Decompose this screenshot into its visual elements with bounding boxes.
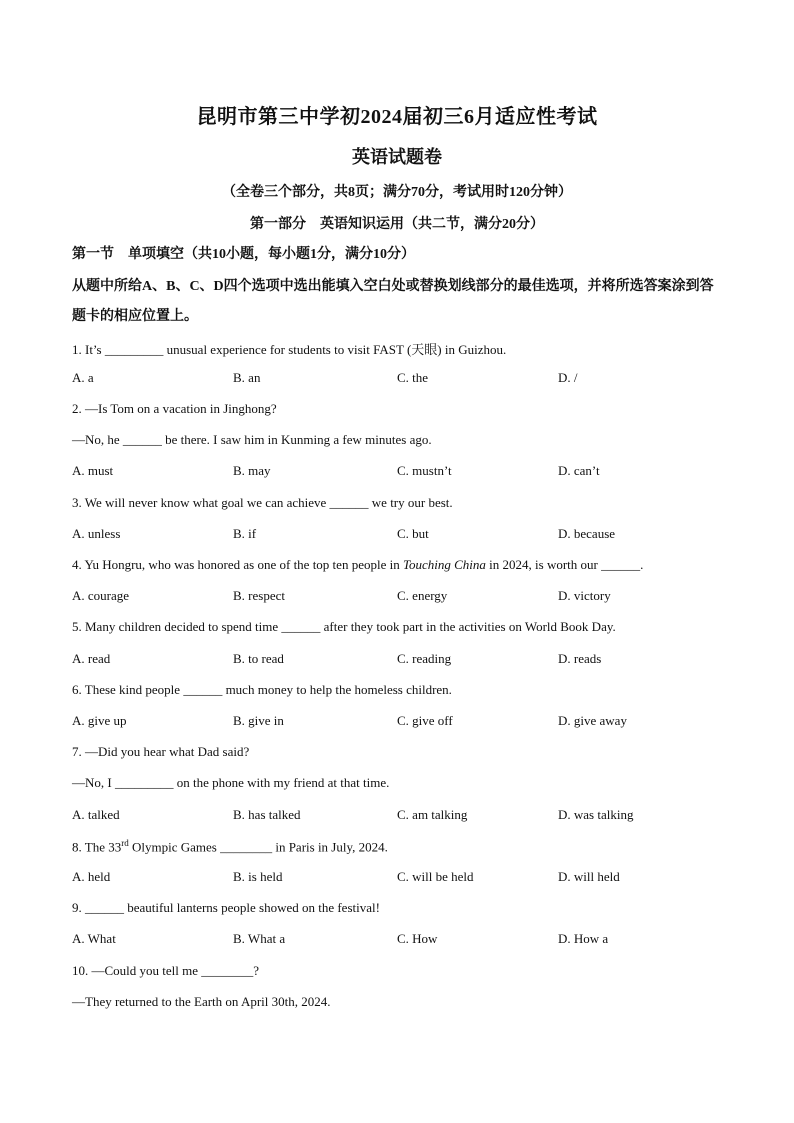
option-b: B. if — [233, 526, 257, 541]
option-b: B. has talked — [233, 807, 301, 822]
option-d: D. because — [558, 526, 616, 541]
option-d: D. How a — [558, 931, 609, 946]
option-c: C. will be held — [397, 869, 474, 884]
stem-text: 8. The 33 — [72, 839, 122, 855]
option-c: C. energy — [397, 588, 448, 603]
question-stem: 7. —Did you hear what Dad said? — [72, 744, 250, 759]
option-row — [72, 463, 732, 483]
exam-subtitle: 英语试题卷 — [352, 147, 442, 167]
option-a: A. a — [72, 370, 94, 385]
option-c: C. mustn’t — [397, 463, 452, 478]
option-b: B. an — [233, 370, 261, 385]
part-heading: 第一部分 英语知识运用（共二节，满分20分） — [250, 217, 544, 232]
option-a: A. must — [72, 463, 114, 478]
option-b: B. respect — [233, 588, 285, 603]
question-stem: 5. Many children decided to spend time ______ after they took part in the activities on World Book Day. — [72, 619, 616, 634]
option-b: B. give in — [233, 713, 284, 728]
option-row — [72, 713, 732, 733]
instruction-text: 从题中所给A、B、C、D四个选项中选出能填入空白处或替换划线部分的最佳选项，并将所选答案涂到答题卡的相应位置上。 — [72, 279, 714, 324]
exam-note: （全卷三个部分，共8页；满分70分，考试用时120分钟） — [222, 185, 572, 200]
question-stem: 3. We will never know what goal we can achieve ______ we try our best. — [72, 495, 453, 510]
option-d: D. can’t — [558, 463, 600, 478]
exam-title: 昆明市第三中学初2024届初三6月适应性考试 — [196, 106, 598, 128]
option-d: D. was talking — [558, 807, 634, 822]
option-d: D. will held — [558, 869, 620, 884]
option-row — [72, 526, 732, 546]
option-c: C. but — [397, 526, 429, 541]
option-a: A. read — [72, 651, 111, 666]
option-d: D. / — [558, 370, 578, 385]
ordinal-suffix: rd — [121, 838, 129, 848]
option-a: A. held — [72, 869, 111, 884]
option-c: C. am talking — [397, 807, 468, 822]
option-b: B. What a — [233, 931, 286, 946]
option-c: C. give off — [397, 713, 453, 728]
question-stem: 10. —Could you tell me ________? — [72, 963, 260, 978]
option-d: D. give away — [558, 713, 627, 728]
option-row — [72, 931, 732, 951]
option-a: A. What — [72, 931, 116, 946]
option-a: A. courage — [72, 588, 130, 603]
question-reply: —They returned to the Earth on April 30th, 2024. — [72, 994, 331, 1009]
option-d: D. victory — [558, 588, 611, 603]
question-stem — [72, 838, 388, 855]
question-reply: —No, I _________ on the phone with my friend at that time. — [72, 775, 390, 790]
option-a: A. give up — [72, 713, 127, 728]
option-c: C. How — [397, 931, 438, 946]
option-b: B. may — [233, 463, 271, 478]
question-stem: 2. —Is Tom on a vacation in Jinghong? — [72, 401, 277, 416]
question-stem — [72, 557, 643, 573]
option-row — [72, 869, 732, 889]
stem-text: 4. Yu Hongru, who was honored as one of the top ten people in — [72, 557, 403, 572]
option-c: C. the — [397, 370, 429, 385]
stem-text: Olympic Games ________ in Paris in July, 2024. — [128, 839, 388, 855]
option-row — [72, 807, 732, 827]
stem-italic-title: Touching China — [402, 557, 486, 572]
option-b: B. is held — [233, 869, 283, 884]
question-stem: 9. ______ beautiful lanterns people showed on the festival! — [72, 900, 380, 915]
question-stem: 6. These kind people ______ much money to help the homeless children. — [72, 682, 452, 697]
option-b: B. to read — [233, 651, 284, 666]
section-heading: 第一节 单项填空（共10小题，每小题1分，满分10分） — [72, 247, 415, 262]
stem-text: in 2024, is worth our ______. — [485, 557, 644, 572]
option-row — [72, 370, 732, 390]
option-a: A. talked — [72, 807, 120, 822]
question-stem: 1. It’s _________ unusual experience for students to visit FAST (天眼) in Guizhou. — [72, 342, 507, 357]
question-reply: —No, he ______ be there. I saw him in Kunming a few minutes ago. — [72, 432, 432, 447]
option-c: C. reading — [397, 651, 452, 666]
option-a: A. unless — [72, 526, 121, 541]
option-d: D. reads — [558, 651, 602, 666]
option-row — [72, 588, 732, 608]
option-row — [72, 651, 732, 671]
